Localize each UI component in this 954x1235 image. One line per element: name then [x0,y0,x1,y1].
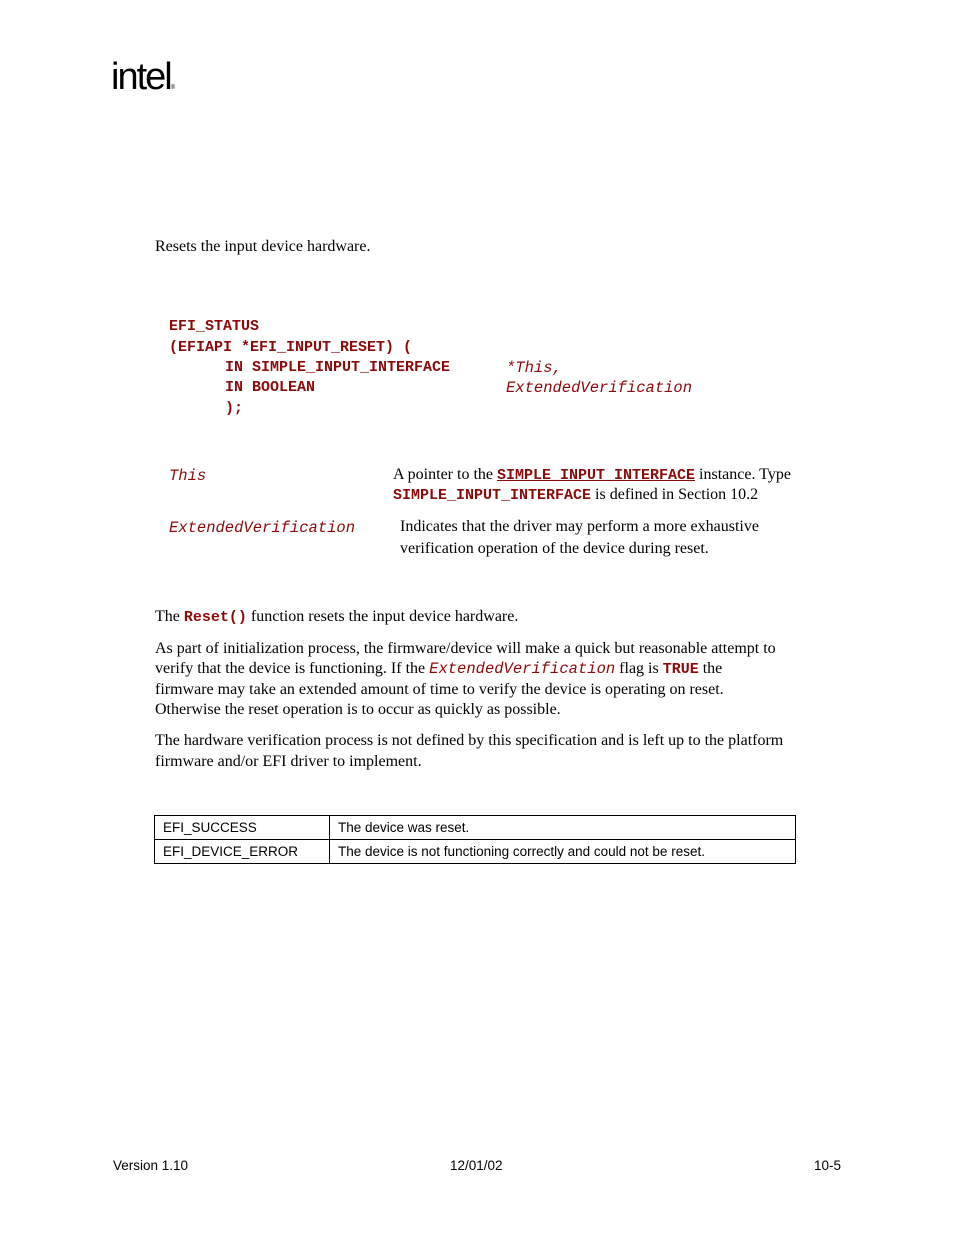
param-ev-desc-line2: verification operation of the device during reset. [400,540,709,557]
status-codes-table [154,815,796,864]
desc-p1-pre: The [155,608,180,625]
prototype-param1-name: *This, [506,359,562,377]
intel-logo [111,56,175,99]
desc-p2-line2-mid: flag is [619,660,659,677]
desc-p2-line4: Otherwise the reset operation is to occur as quickly as possible. [155,701,561,718]
status-code-cell: EFI_DEVICE_ERROR [155,840,330,864]
simple-input-interface-link[interactable]: SIMPLE_INPUT_INTERFACE [496,467,696,484]
prototype-param2-decl: IN BOOLEAN [225,379,316,396]
prototype-param2-name: ExtendedVerification [506,379,693,397]
table-row [155,816,796,840]
param-ev-desc-line1: Indicates that the driver may perform a more exhaustive [400,518,759,535]
summary-text: Resets the input device hardware. [155,238,371,255]
desc-p3-line1: The hardware verification process is not defined by this specification and is left up to the platform [155,732,784,749]
status-desc-cell: The device was reset. [330,816,796,840]
prototype-close: ); [225,400,244,417]
logo-text: intel [111,56,171,98]
status-code-cell: EFI_SUCCESS [155,816,330,840]
footer-version: Version 1.10 [113,1158,189,1173]
status-desc-cell: The device is not functioning correctly and could not be reset. [330,840,796,864]
desc-p3-line2: firmware and/or EFI driver to implement. [155,753,422,770]
param-this-type: SIMPLE_INPUT_INTERFACE [393,487,592,504]
desc-p2-line2 [155,660,722,678]
param-this-desc-line1 [393,466,791,484]
desc-p2-line2-code: ExtendedVerification [429,660,616,678]
desc-p2-line2-pre: verify that the device is functioning. If the [155,660,426,677]
prototype-return-type: EFI_STATUS [169,318,260,335]
desc-p1-code: Reset() [183,609,247,626]
desc-p1-post: function resets the input device hardware. [250,608,519,625]
logo-registered-mark: ® [170,85,176,91]
desc-p2-line2-post: the [702,660,723,677]
param-this-name: This [169,467,207,485]
desc-p2-true-keyword: TRUE [662,661,699,678]
desc-p2-line1: As part of initialization process, the firmware/device will make a quick but reasonable attempt to [155,640,776,657]
desc-p2-line3: firmware may take an extended amount of time to verify the device is operating on reset. [155,681,724,698]
prototype-param1-decl: IN SIMPLE_INPUT_INTERFACE [225,359,451,376]
footer-page-number: 10-5 [814,1158,842,1173]
description-p1 [155,608,518,626]
prototype-signature: (EFIAPI *EFI_INPUT_RESET) ( [169,339,413,356]
param-this-desc-pre: A pointer to the [393,466,493,483]
param-ev-name: ExtendedVerification [169,519,356,537]
param-this-desc-post: instance. Type [699,466,791,483]
table-row [155,840,796,864]
param-this-desc-end: is defined in Section 10.2 [595,486,759,503]
param-this-desc-line2 [393,486,758,504]
footer-date: 12/01/02 [450,1158,503,1173]
